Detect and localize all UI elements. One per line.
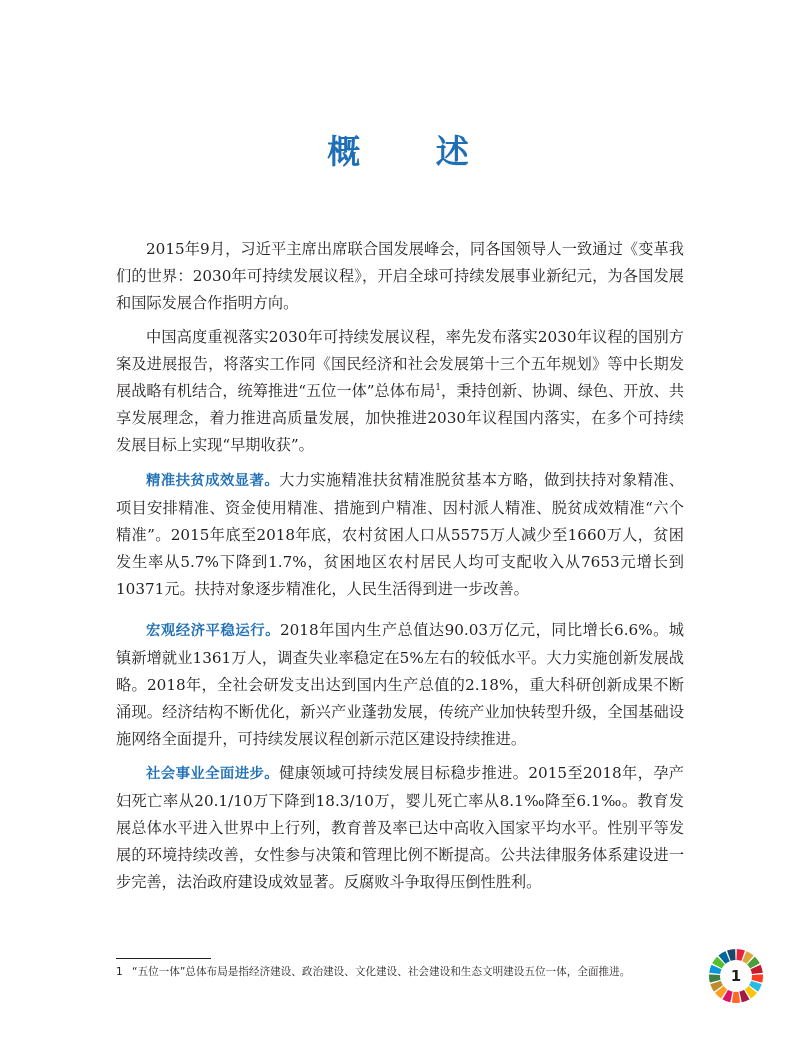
paragraph-china-text-b: ，秉持创新、协调、绿色、开放、共享发展理念，着力推进高质量发展，加快推进2030年议程国内落实，在多个可持续发展目标上实现“早期收获”。 xyxy=(116,382,685,454)
page-number: 1 xyxy=(730,967,742,985)
paragraph-china-commitment xyxy=(116,324,684,459)
footnote xyxy=(116,964,696,980)
paragraph-intro-text: 2015年9月，习近平主席出席联合国发展峰会，同各国领导人一致通过《变革我们的世界：2030年可持续发展议程》，开启全球可持续发展事业新纪元，为各国发展和国际发展合作指明方向。 xyxy=(116,240,684,312)
footnote-divider xyxy=(116,958,211,959)
paragraph-poverty-text: 大力实施精准扶贫精准脱贫基本方略，做到扶持对象精准、项目安排精准、资金使用精准、措施到户精准、因村派人精准、脱贫成效精准“六个精准”。2015年底至2018年底，农村贫困人口从5575万人减少至1660万人，贫困发生率从5.7%下降到1.7%，贫困地区农村居民人均可支配收入从7653元增长到10371元。扶持对象逐步精准化，人民生活得到进一步改善。 xyxy=(116,471,684,598)
footnote-text: “五位一体”总体布局是指经济建设、政治建设、文化建设、社会建设和生态文明建设五位一体，全面推进。 xyxy=(132,966,631,978)
paragraph-poverty-lead: 精准扶贫成效显著。 xyxy=(146,473,280,489)
paragraph-social xyxy=(116,760,684,896)
paragraph-china-text-a: 中国高度重视落实2030年可持续发展议程，率先发布落实2030年议程的国别方案及进展报告，将落实工作同《国民经济和社会发展第十三个五年规划》等中长期发展战略有机结合，统筹推进“五位一体”总体布局 xyxy=(116,328,684,400)
page-title: 概 述 xyxy=(327,132,501,171)
paragraph-economy xyxy=(116,617,684,753)
paragraph-social-lead: 社会事业全面进步。 xyxy=(146,766,280,782)
paragraph-economy-text: 2018年国内生产总值达90.03万亿元，同比增长6.6%。城镇新增就业1361万人，调查失业率稳定在5%左右的较低水平。大力实施创新发展战略。2018年，全社会研发支出达到国内生产总值的2.18%，重大科研创新成果不断涌现。经济结构不断优化，新兴产业蓬勃发展，传统产业加快转型升级，全国基础设施网络全面提升，可持续发展议程创新示范区建设持续推进。 xyxy=(116,621,684,748)
paragraph-poverty xyxy=(116,467,684,603)
paragraph-social-text: 健康领域可持续发展目标稳步推进。2015至2018年，孕产妇死亡率从20.1/10万下降到18.3/10万，婴儿死亡率从8.1‰降至6.1‰。教育发展总体水平进入世界中上行列，教育普及率已达中高收入国家平均水平。性别平等发展的环境持续改善，女性参与决策和管理比例不断提高。公共法律服务体系建设进一步完善，法治政府建设成效显著。反腐败斗争取得压倒性胜利。 xyxy=(116,764,684,891)
footnote-number: 1 xyxy=(116,966,123,978)
paragraph-intro xyxy=(116,236,684,317)
footnote-reference: 1 xyxy=(435,382,442,393)
paragraph-economy-lead: 宏观经济平稳运行。 xyxy=(146,623,280,639)
